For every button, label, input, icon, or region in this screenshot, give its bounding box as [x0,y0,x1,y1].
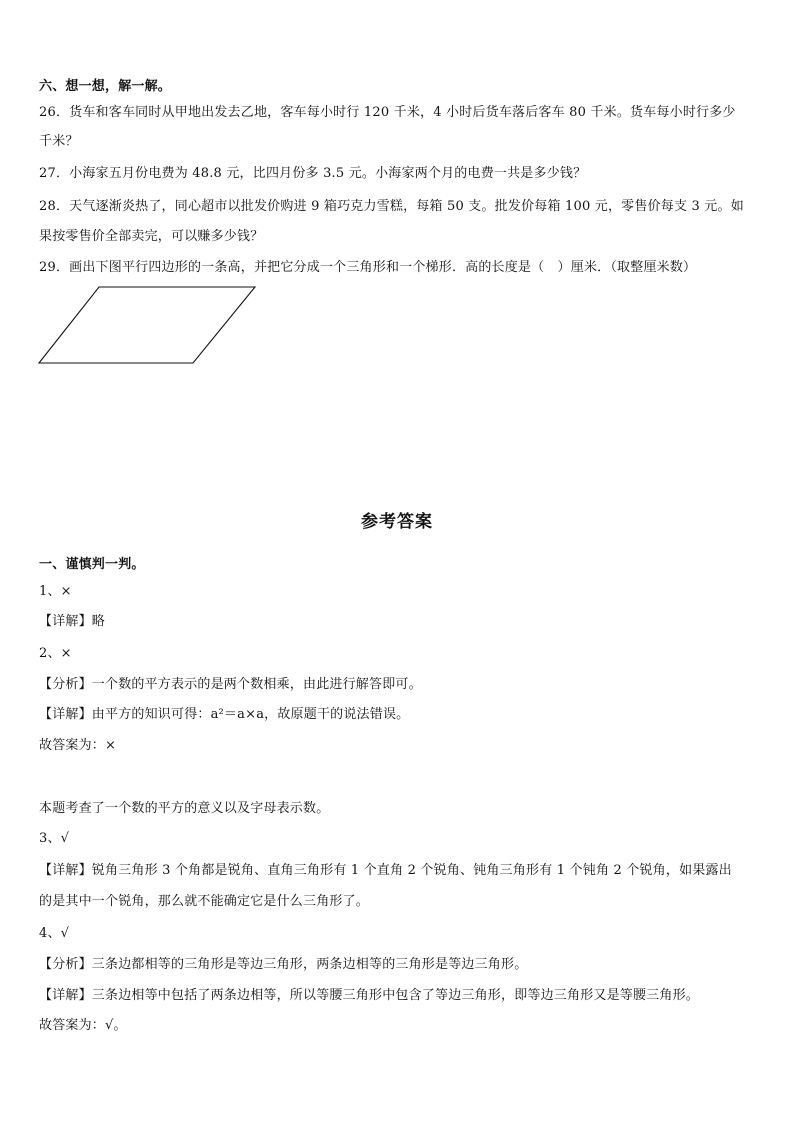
parallelogram-shape [39,287,255,363]
question-29: 29．画出下图平行四边形的一条高，并把它分成一个三角形和一个梯形．高的长度是（ ）厘米．（取整厘米数） [39,260,697,275]
answer-2-analysis: 【分析】一个数的平方表示的是两个数相乘，由此进行解答即可。 [39,677,422,692]
question-26-line-1: 26．货车和客车同时从甲地出发去乙地，客车每小时行 120 千米，4 小时后货车落后客车 80 千米。货车每小时行多少 [39,105,736,120]
answer-4-detail: 【详解】三条边相等中包括了两条边相等，所以等腰三角形中包含了等边三角形，即等边三角形又是等腰三角形。 [39,988,700,1003]
answer-3-detail-line-2: 的是其中一个锐角，那么就不能确定它是什么三角形了。 [39,894,370,909]
answers-title: 参考答案 [361,512,433,532]
answer-1-number: 1、× [39,584,72,599]
answer-1-detail: 【详解】略 [39,614,106,629]
question-26-line-2: 千米？ [39,134,79,149]
answer-2-comment: 本题考查了一个数的平方的意义以及字母表示数。 [39,801,330,816]
answer-4-result: 故答案为：√。 [39,1018,127,1033]
question-28-line-1: 28．天气逐渐炎热了，同心超市以批发价购进 9 箱巧克力雪糕，每箱 50 支。批发价每箱 100 元，零售价每支 3 元。如 [39,199,744,214]
section-heading-6: 六、想一想，解一解。 [39,79,172,94]
answer-2-number: 2、× [39,646,72,661]
answer-4-analysis: 【分析】三条边都相等的三角形是等边三角形，两条边相等的三角形是等边三角形。 [39,957,528,972]
question-28-line-2: 果按零售价全部卖完，可以赚多少钱？ [39,229,264,244]
answer-2-result: 故答案为：× [39,738,117,753]
question-27: 27．小海家五月份电费为 48.8 元，比四月份多 3.5 元。小海家两个月的电费一共是多少钱？ [39,166,587,181]
parallelogram-figure [36,283,260,367]
answer-3-detail-line-1: 【详解】锐角三角形 3 个角都是锐角、直角三角形有 1 个直角 2 个锐角、钝角三角形有 1 个钝角 2 个锐角，如果露出 [39,863,732,878]
answer-4-number: 4、√ [39,926,70,941]
answer-2-detail: 【详解】由平方的知识可得：a²＝a×a，故原题干的说法错误。 [39,707,410,722]
answer-3-number: 3、√ [39,831,70,846]
part-1-heading: 一、谨慎判一判。 [39,557,145,572]
